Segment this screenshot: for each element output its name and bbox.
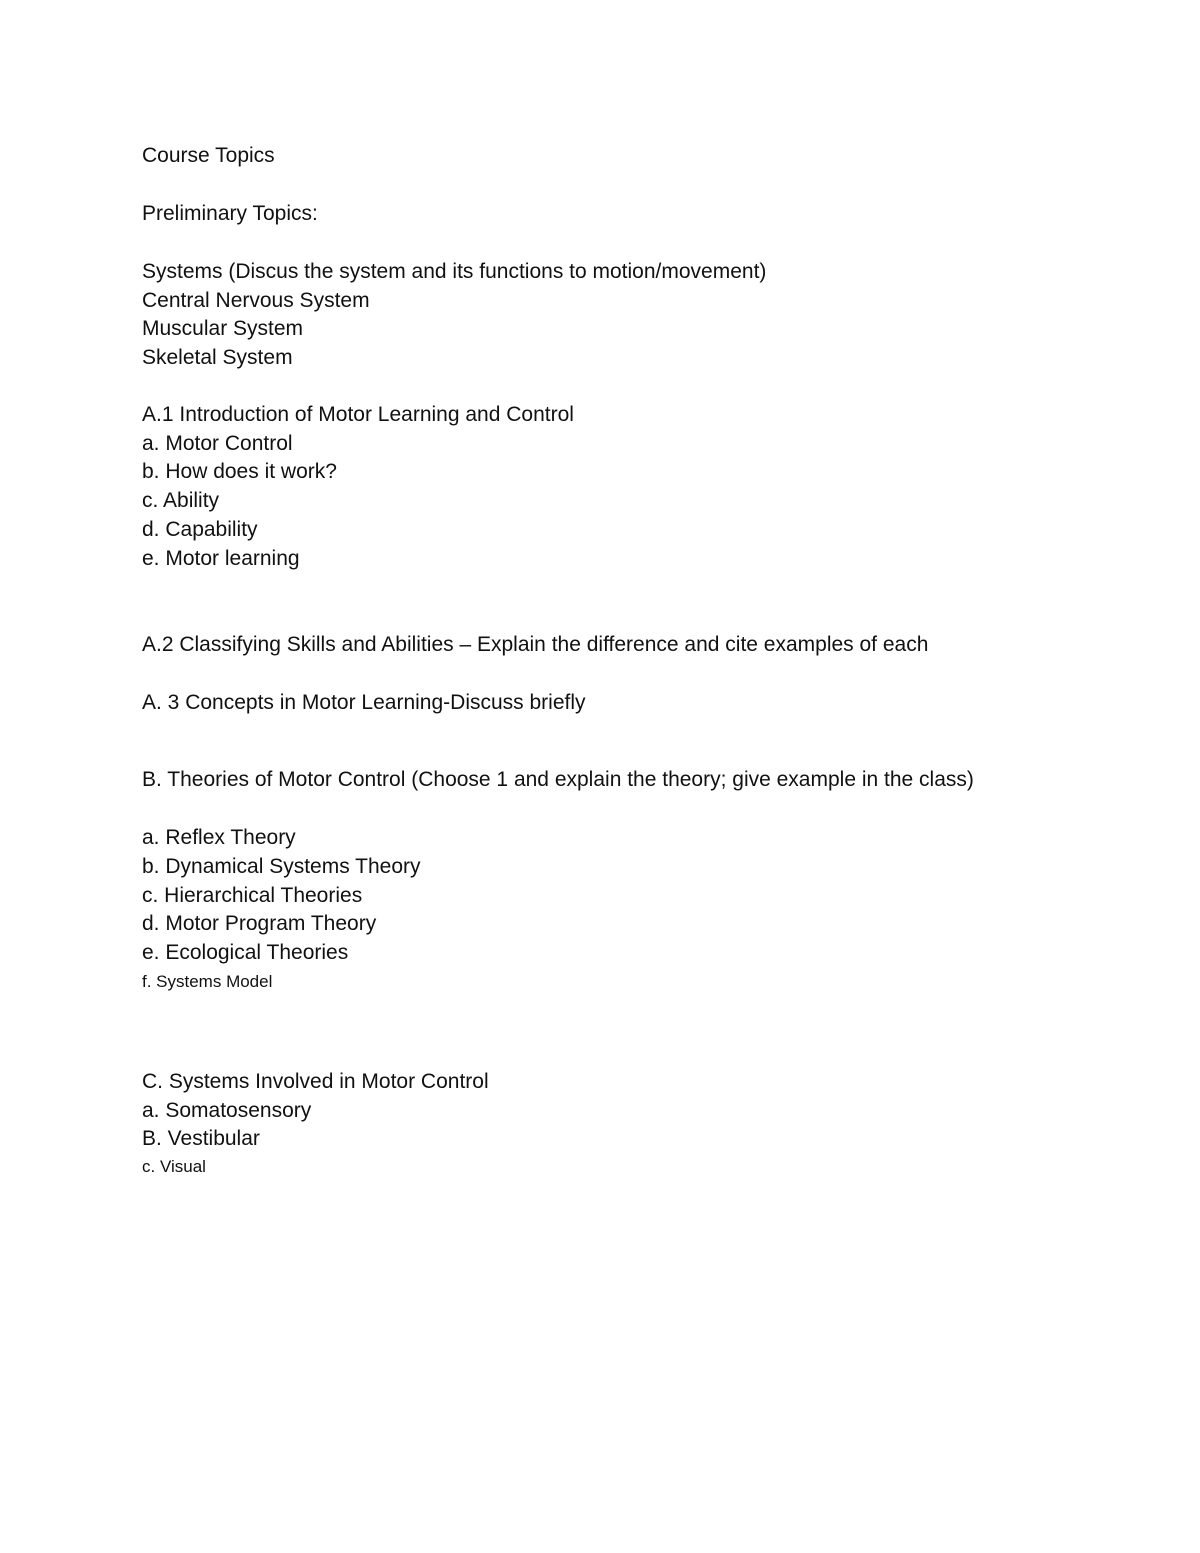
list-item: a. Somatosensory: [142, 1099, 312, 1122]
list-item: Muscular System: [142, 317, 304, 340]
list-item: Skeletal System: [142, 346, 293, 369]
list-item: e. Ecological Theories: [142, 941, 349, 964]
list-item: a. Motor Control: [142, 432, 293, 455]
section-a3-heading: A. 3 Concepts in Motor Learning-Discuss briefly: [142, 691, 586, 714]
section-c-heading: C. Systems Involved in Motor Control: [142, 1070, 489, 1093]
list-item: f. Systems Model: [142, 972, 273, 991]
list-item: Central Nervous System: [142, 289, 370, 312]
systems-heading: Systems (Discus the system and its functions to motion/movement): [142, 260, 767, 283]
list-item: c. Hierarchical Theories: [142, 884, 363, 907]
list-item: d. Motor Program Theory: [142, 912, 377, 935]
list-item: c. Visual: [142, 1157, 206, 1176]
list-item: b. How does it work?: [142, 460, 337, 483]
preliminary-heading: Preliminary Topics:: [142, 202, 318, 225]
list-item: c. Ability: [142, 489, 220, 512]
document-title: Course Topics: [142, 144, 275, 167]
list-item: b. Dynamical Systems Theory: [142, 855, 421, 878]
section-b-heading: B. Theories of Motor Control (Choose 1 and explain the theory; give example in the class): [142, 768, 974, 791]
list-item: B. Vestibular: [142, 1127, 260, 1150]
list-item: a. Reflex Theory: [142, 826, 296, 849]
section-a1-heading: A.1 Introduction of Motor Learning and Control: [142, 403, 574, 426]
list-item: d. Capability: [142, 518, 258, 541]
list-item: e. Motor learning: [142, 547, 300, 570]
section-a2-heading: A.2 Classifying Skills and Abilities – Explain the difference and cite examples of each: [142, 633, 929, 656]
